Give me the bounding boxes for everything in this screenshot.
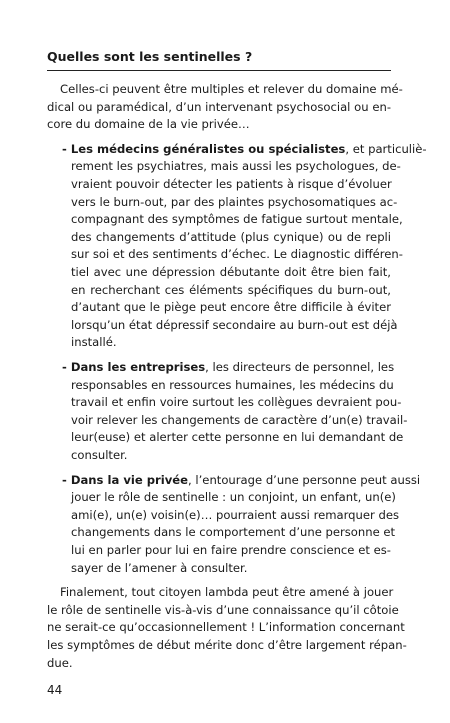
conclusion-line: ne serait-ce qu’occasionnellement ! L’information concernant xyxy=(47,620,405,635)
bullet-medecins-line: en recherchant ces éléments spécifiques du burn-out, xyxy=(71,282,391,297)
bullet-medecins-line: sur soi et des sentiments d’échec. Le diagnostic différen- xyxy=(71,247,403,262)
heading-rule xyxy=(47,70,391,71)
bullet-vie-privee-line: jouer le rôle de sentinelle : un conjoint, un enfant, un(e) xyxy=(71,490,396,505)
bullet-entreprises-line: consulter. xyxy=(71,448,128,462)
section-heading: Quelles sont les sentinelles ? xyxy=(47,49,253,64)
bullet-vie-privee-bold: - Dans la vie privée xyxy=(62,472,189,487)
bullet-medecins-line: lorsqu’un état dépressif secondaire au burn-out est déjà xyxy=(71,317,398,332)
conclusion-line: le rôle de sentinelle vis-à-vis d’une connaissance qu’il côtoie xyxy=(47,602,399,617)
intro-line: dical ou paramédical, d’un intervenant psychosocial ou en- xyxy=(47,99,391,114)
bullet-entreprises-line: voir relever les changements de caractère d’un(e) travail- xyxy=(71,412,408,427)
bullet-vie-privee-rest: , l’entourage d’une personne peut aussi xyxy=(188,472,421,487)
bullet-entreprises-line: leur(euse) et alerter cette personne en lui demandant de xyxy=(71,430,404,445)
conclusion-line: due. xyxy=(47,655,73,670)
bullet-medecins-bold: - Les médecins généralistes ou spécialistes xyxy=(62,141,346,156)
bullet-medecins-line: installé. xyxy=(71,335,117,350)
intro-line: Celles-ci peuvent être multiples et relever du domaine mé- xyxy=(60,82,403,96)
intro-line: core du domaine de la vie privée… xyxy=(47,117,250,132)
bullet-entreprises-line: travail et enfin voire surtout les collègues devraient pou- xyxy=(71,395,402,410)
bullet-medecins-line: vers le burn-out, par des plaintes psychosomatiques ac- xyxy=(71,194,398,209)
bullet-medecins-line: des changements d’attitude (plus cynique) ou de repli xyxy=(71,229,391,244)
bullet-medecins-line: compagnant des symptômes de fatigue surtout mentale, xyxy=(71,212,403,227)
page-number: 44 xyxy=(47,683,63,698)
bullet-entreprises-bold: - Dans les entreprises xyxy=(62,360,206,374)
bullet-medecins-line: tiel avec une dépression débutante doit être bien fait, xyxy=(71,265,391,279)
conclusion-line: les symptômes de début mérite donc d’être largement répan- xyxy=(47,638,407,652)
bullet-medecins-rest: , et particuliè- xyxy=(345,141,427,156)
bullet-entreprises-line: responsables en ressources humaines, les médecins du xyxy=(71,377,394,392)
bullet-vie-privee-line: lui en parler pour lui en faire prendre conscience et es- xyxy=(71,543,391,557)
bullet-vie-privee-line: changements dans le comportement d’une personne et xyxy=(71,525,396,540)
bullet-vie-privee-first-line xyxy=(62,472,421,490)
conclusion-line: Finalement, tout citoyen lambda peut être amené à jouer xyxy=(60,585,394,600)
bullet-medecins-line: d’autant que le piège peut encore être difficile à éviter xyxy=(71,300,391,315)
bullet-medecins-line: rement les psychiatres, mais aussi les psychologues, de- xyxy=(71,159,401,174)
bullet-entreprises-rest: , les directeurs de personnel, les xyxy=(205,360,395,374)
bullet-medecins-line: vraient pouvoir détecter les patients à risque d’évoluer xyxy=(71,177,392,191)
bullet-vie-privee-line: sayer de l’amener à consulter. xyxy=(71,560,248,575)
bullet-vie-privee-line: ami(e), un(e) voisin(e)… pourraient aussi remarquer des xyxy=(71,507,400,522)
bullet-medecins-first-line xyxy=(62,141,427,159)
bullet-entreprises-first-line xyxy=(62,359,395,377)
